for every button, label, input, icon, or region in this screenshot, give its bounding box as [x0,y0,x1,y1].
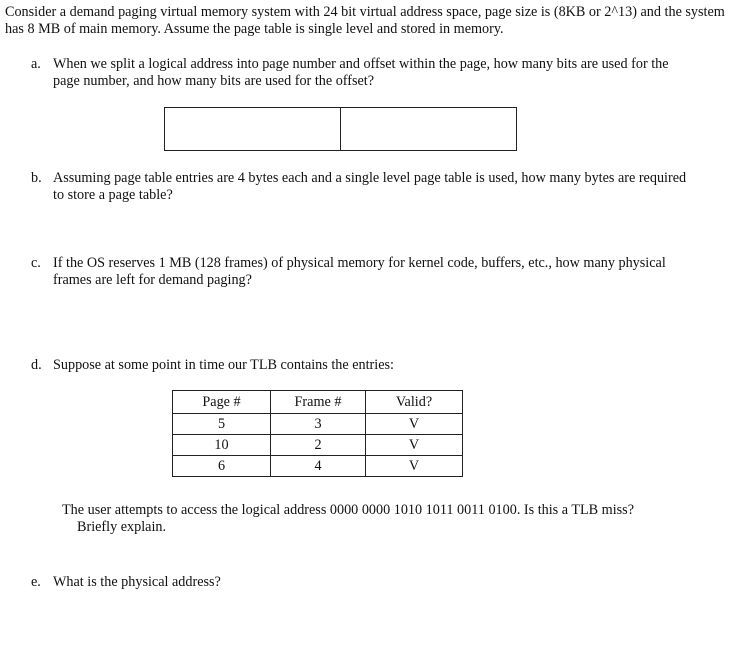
question-d-letter: d. [31,357,42,373]
question-b-line1: Assuming page table entries are 4 bytes each and a single level page table is used, how many bytes are required [53,170,687,186]
question-c-letter: c. [31,255,41,271]
question-d-followup-line1: The user attempts to access the logical address 0000 0000 1010 1011 0011 0100. Is this a TLB miss? [62,502,635,518]
tlb-cell-frame: 2 [271,435,366,456]
question-b-line2: to store a page table? [53,187,173,203]
tlb-header-row [173,391,463,414]
question-e-letter: e. [31,574,41,590]
tlb-cell-page: 5 [173,414,271,435]
offset-bits-box[interactable] [341,107,517,151]
intro-paragraph: Consider a demand paging virtual memory system with 24 bit virtual address space, page size is (8KB or 2^13) and the system has 8 MB of main memory. Assume the page table is single level and stored in memory. [5,4,725,37]
question-a-letter: a. [31,56,41,72]
question-a-line2: page number, and how many bits are used for the offset? [53,73,375,89]
tlb-cell-valid: V [366,435,463,456]
tlb-cell-frame: 4 [271,456,366,477]
tlb-cell-valid: V [366,456,463,477]
tlb-table [172,390,463,477]
tlb-header-page: Page # [173,391,271,414]
answer-boxes [164,107,517,151]
question-c-line2: frames are left for demand paging? [53,272,252,288]
table-row [173,435,463,456]
question-a-line1: When we split a logical address into page number and offset within the page, how many bits are used for the [53,56,669,72]
tlb-header-frame: Frame # [271,391,366,414]
question-b-letter: b. [31,170,42,186]
tlb-header-valid: Valid? [366,391,463,414]
table-row [173,456,463,477]
table-row [173,414,463,435]
tlb-cell-valid: V [366,414,463,435]
tlb-cell-frame: 3 [271,414,366,435]
page-number-bits-box[interactable] [164,107,341,151]
tlb-cell-page: 6 [173,456,271,477]
question-d-text: Suppose at some point in time our TLB contains the entries: [53,357,394,373]
question-e-text: What is the physical address? [53,574,221,590]
question-d-followup-line2: Briefly explain. [77,519,167,535]
tlb-cell-page: 10 [173,435,271,456]
question-c-line1: If the OS reserves 1 MB (128 frames) of physical memory for kernel code, buffers, etc., how many physical [53,255,666,271]
